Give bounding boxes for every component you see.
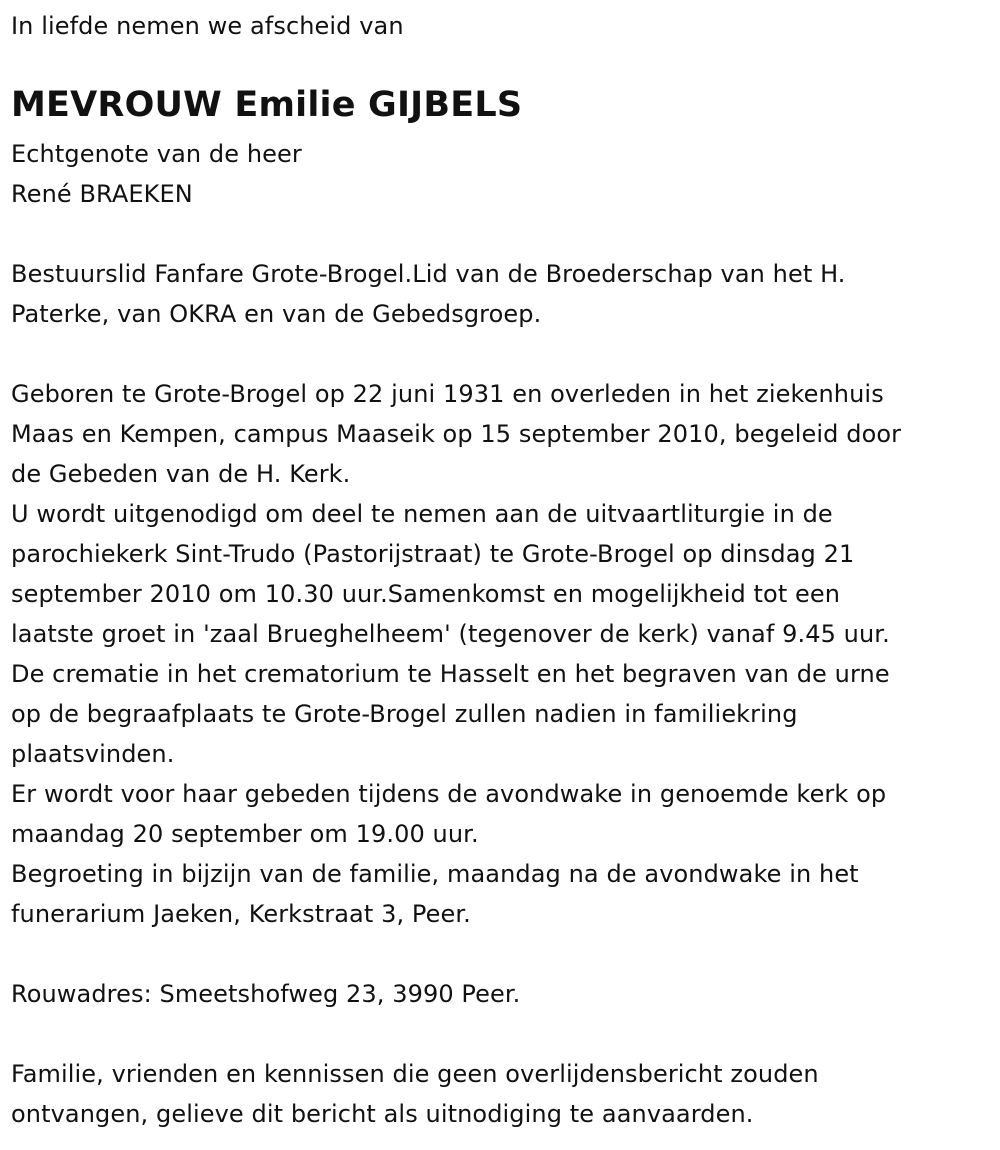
intro-line: In liefde nemen we afscheid van	[11, 12, 404, 40]
spouse-line: René BRAEKEN	[11, 180, 193, 208]
membership-line: Paterke, van OKRA en van de Gebedsgroep.	[11, 300, 542, 328]
main-text-line: plaatsvinden.	[11, 740, 175, 768]
address-block	[11, 974, 520, 1014]
main-text-line: september 2010 om 10.30 uur.Samenkomst en mogelijkheid tot een	[11, 580, 841, 608]
main-text-line: Er wordt voor haar gebeden tijdens de avondwake in genoemde kerk op	[11, 780, 887, 808]
closing-line: ontvangen, gelieve dit bericht als uitnodiging te aanvaarden.	[11, 1100, 754, 1128]
spouse-block	[11, 134, 302, 214]
main-text-line: laatste groet in 'zaal Brueghelheem' (tegenover de kerk) vanaf 9.45 uur.	[11, 620, 890, 648]
main-text-line: maandag 20 september om 19.00 uur.	[11, 820, 479, 848]
membership-block	[11, 254, 846, 334]
main-text-line: Begroeting in bijzijn van de familie, maandag na de avondwake in het	[11, 860, 859, 888]
mourning-address: Rouwadres: Smeetshofweg 23, 3990 Peer.	[11, 980, 521, 1008]
main-text-block	[11, 374, 901, 934]
main-text-line: funerarium Jaeken, Kerkstraat 3, Peer.	[11, 900, 471, 928]
deceased-name: MEVROUW Emilie GIJBELS	[11, 85, 523, 125]
spouse-line: Echtgenote van de heer	[11, 140, 302, 168]
main-text-line: U wordt uitgenodigd om deel te nemen aan de uitvaartliturgie in de	[11, 500, 833, 528]
main-text-line: Geboren te Grote-Brogel op 22 juni 1931 en overleden in het ziekenhuis	[11, 380, 884, 408]
main-text-line: parochiekerk Sint-Trudo (Pastorijstraat) te Grote-Brogel op dinsdag 21	[11, 540, 855, 568]
closing-line: Familie, vrienden en kennissen die geen overlijdensbericht zouden	[11, 1060, 819, 1088]
main-text-line: op de begraafplaats te Grote-Brogel zullen nadien in familiekring	[11, 700, 798, 728]
closing-block	[11, 1054, 819, 1134]
main-text-line: de Gebeden van de H. Kerk.	[11, 460, 351, 488]
main-text-line: Maas en Kempen, campus Maaseik op 15 september 2010, begeleid door	[11, 420, 902, 448]
main-text-line: De crematie in het crematorium te Hasselt en het begraven van de urne	[11, 660, 890, 688]
membership-line: Bestuurslid Fanfare Grote-Brogel.Lid van de Broederschap van het H.	[11, 260, 846, 288]
